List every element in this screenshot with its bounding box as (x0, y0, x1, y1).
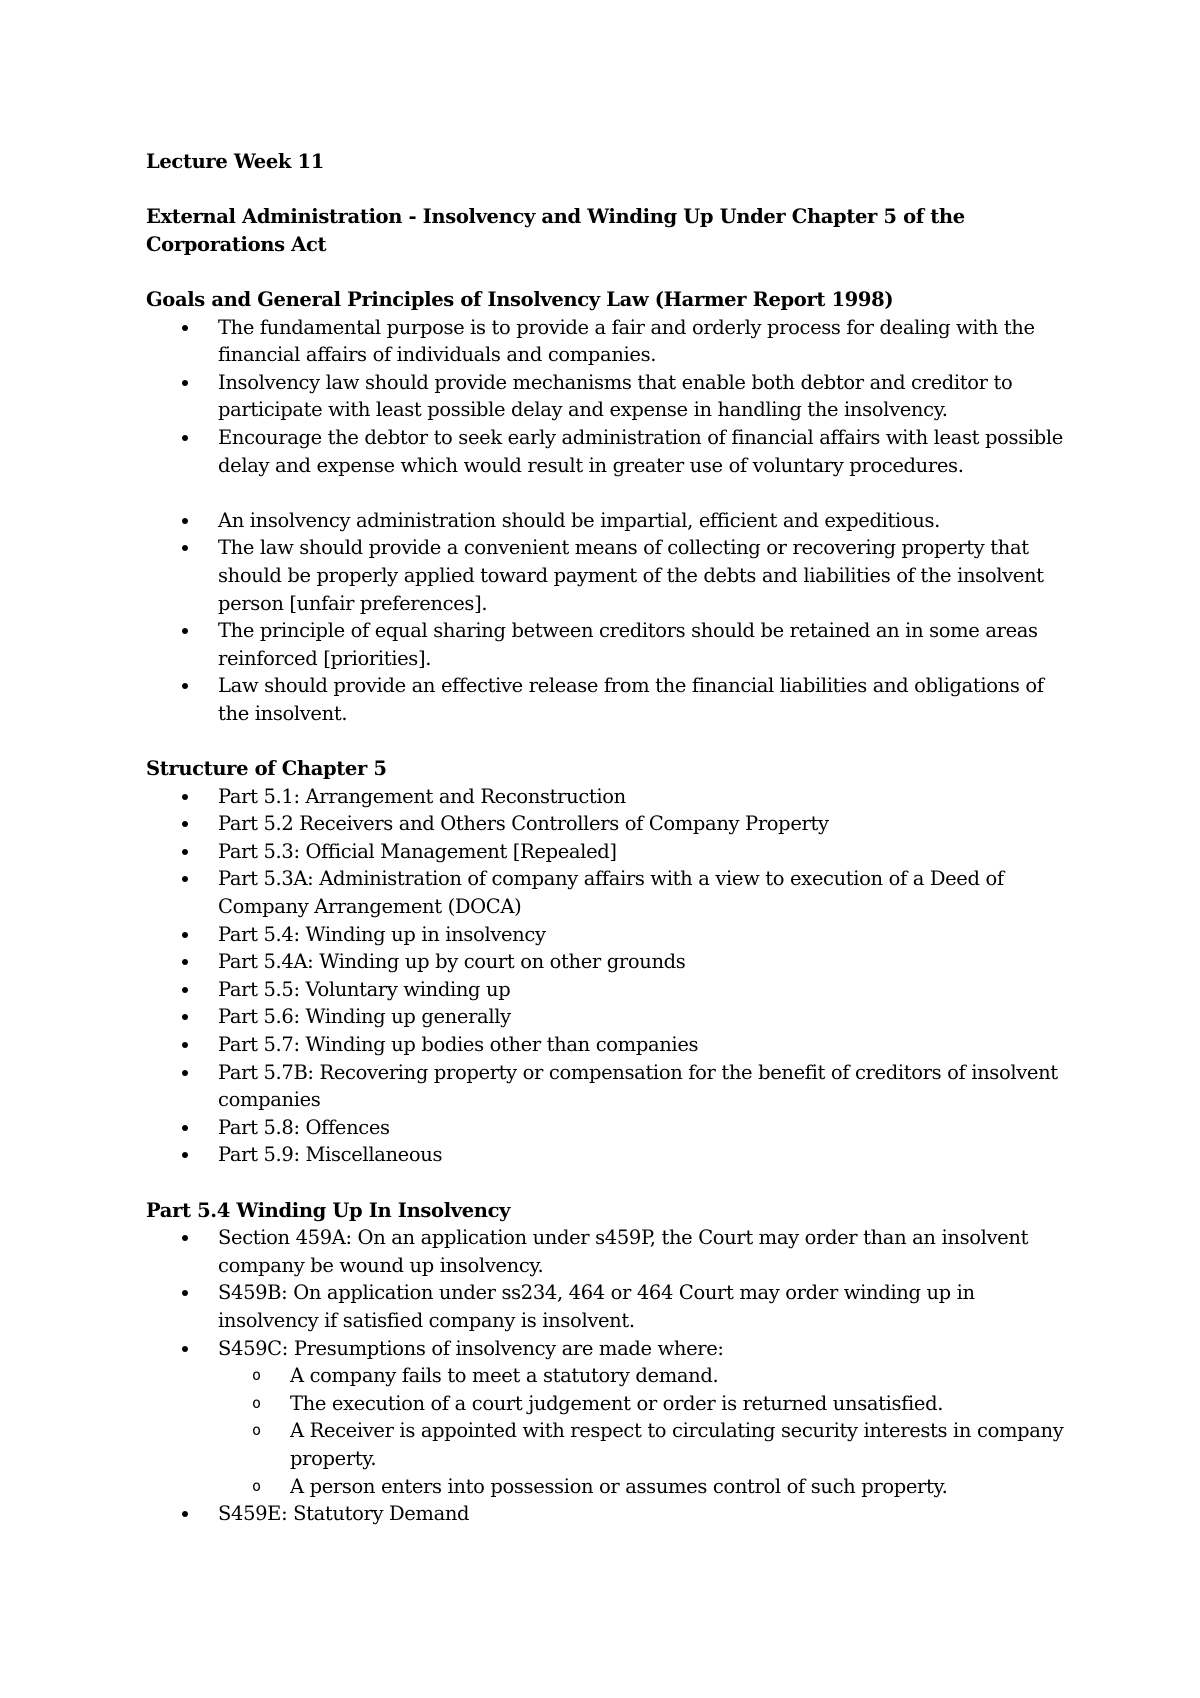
document-subtitle: External Administration - Insolvency and Winding Up Under Chapter 5 of the Corporations Act (146, 205, 965, 256)
document-page (146, 148, 1076, 1528)
list-item: Part 5.6: Winding up generally (146, 1003, 1076, 1031)
structure-heading: Structure of Chapter 5 (146, 757, 387, 781)
presumptions-sublist (218, 1362, 1076, 1500)
sub-list-item-text: A person enters into possession or assumes control of such property. (290, 1474, 948, 1498)
list-item-with-sublist (146, 1335, 1076, 1501)
sub-list-item (218, 1362, 1076, 1390)
circle-bullet-icon: o (252, 1366, 261, 1385)
sub-list-item (218, 1473, 1076, 1501)
goals-heading: Goals and General Principles of Insolvency Law (Harmer Report 1998) (146, 287, 894, 311)
list-item: The fundamental purpose is to provide a fair and orderly process for dealing with the financial affairs of individuals and companies. (146, 314, 1076, 369)
part54-heading: Part 5.4 Winding Up In Insolvency (146, 1198, 511, 1222)
list-item: Insolvency law should provide mechanisms that enable both debtor and creditor to participate with least possible delay and expense in handling the insolvency. (146, 369, 1076, 424)
list-item: Part 5.2 Receivers and Others Controllers of Company Property (146, 810, 1076, 838)
list-item: Part 5.5: Voluntary winding up (146, 976, 1076, 1004)
list-item: Part 5.4: Winding up in insolvency (146, 921, 1076, 949)
list-item-text: S459C: Presumptions of insolvency are made where: (218, 1336, 724, 1360)
sub-list-item-text: A Receiver is appointed with respect to circulating security interests in company property. (290, 1419, 1064, 1470)
document-title: Lecture Week 11 (146, 150, 324, 173)
sub-list-item (218, 1417, 1076, 1472)
list-item: An insolvency administration should be impartial, efficient and expeditious. (146, 507, 1076, 535)
sub-list-item (218, 1390, 1076, 1418)
list-item: Encourage the debtor to seek early administration of financial affairs with least possible delay and expense which would result in greater use of voluntary procedures. (146, 424, 1076, 479)
list-item: Section 459A: On an application under s459P, the Court may order than an insolvent company be wound up insolvency. (146, 1224, 1076, 1279)
list-item: Part 5.7B: Recovering property or compensation for the benefit of creditors of insolvent companies (146, 1059, 1076, 1114)
sub-list-item-text: A company fails to meet a statutory demand. (290, 1364, 719, 1388)
sub-list-item-text: The execution of a court judgement or order is returned unsatisfied. (290, 1391, 944, 1415)
list-item: Part 5.1: Arrangement and Reconstruction (146, 783, 1076, 811)
part54-list (146, 1224, 1076, 1528)
list-item: Part 5.4A: Winding up by court on other grounds (146, 948, 1076, 976)
list-item: Part 5.3A: Administration of company affairs with a view to execution of a Deed of Company Arrangement (DOCA) (146, 865, 1076, 920)
list-item: Part 5.9: Miscellaneous (146, 1141, 1076, 1169)
circle-bullet-icon: o (252, 1393, 261, 1412)
list-item: Part 5.8: Offences (146, 1114, 1076, 1142)
list-item: S459B: On application under ss234, 464 or 464 Court may order winding up in insolvency if satisfied company is insolvent. (146, 1279, 1076, 1334)
list-item: S459E: Statutory Demand (146, 1500, 1076, 1528)
goals-list (146, 314, 1076, 728)
circle-bullet-icon: o (252, 1421, 261, 1440)
circle-bullet-icon: o (252, 1476, 261, 1495)
structure-list (146, 783, 1076, 1169)
list-item: Law should provide an effective release from the financial liabilities and obligations of the insolvent. (146, 672, 1076, 727)
list-item: The law should provide a convenient means of collecting or recovering property that should be properly applied toward payment of the debts and liabilities of the insolvent person [unfair preferences]. (146, 534, 1076, 617)
list-item: The principle of equal sharing between creditors should be retained an in some areas reinforced [priorities]. (146, 617, 1076, 672)
list-item: Part 5.7: Winding up bodies other than companies (146, 1031, 1076, 1059)
list-item: Part 5.3: Official Management [Repealed] (146, 838, 1076, 866)
